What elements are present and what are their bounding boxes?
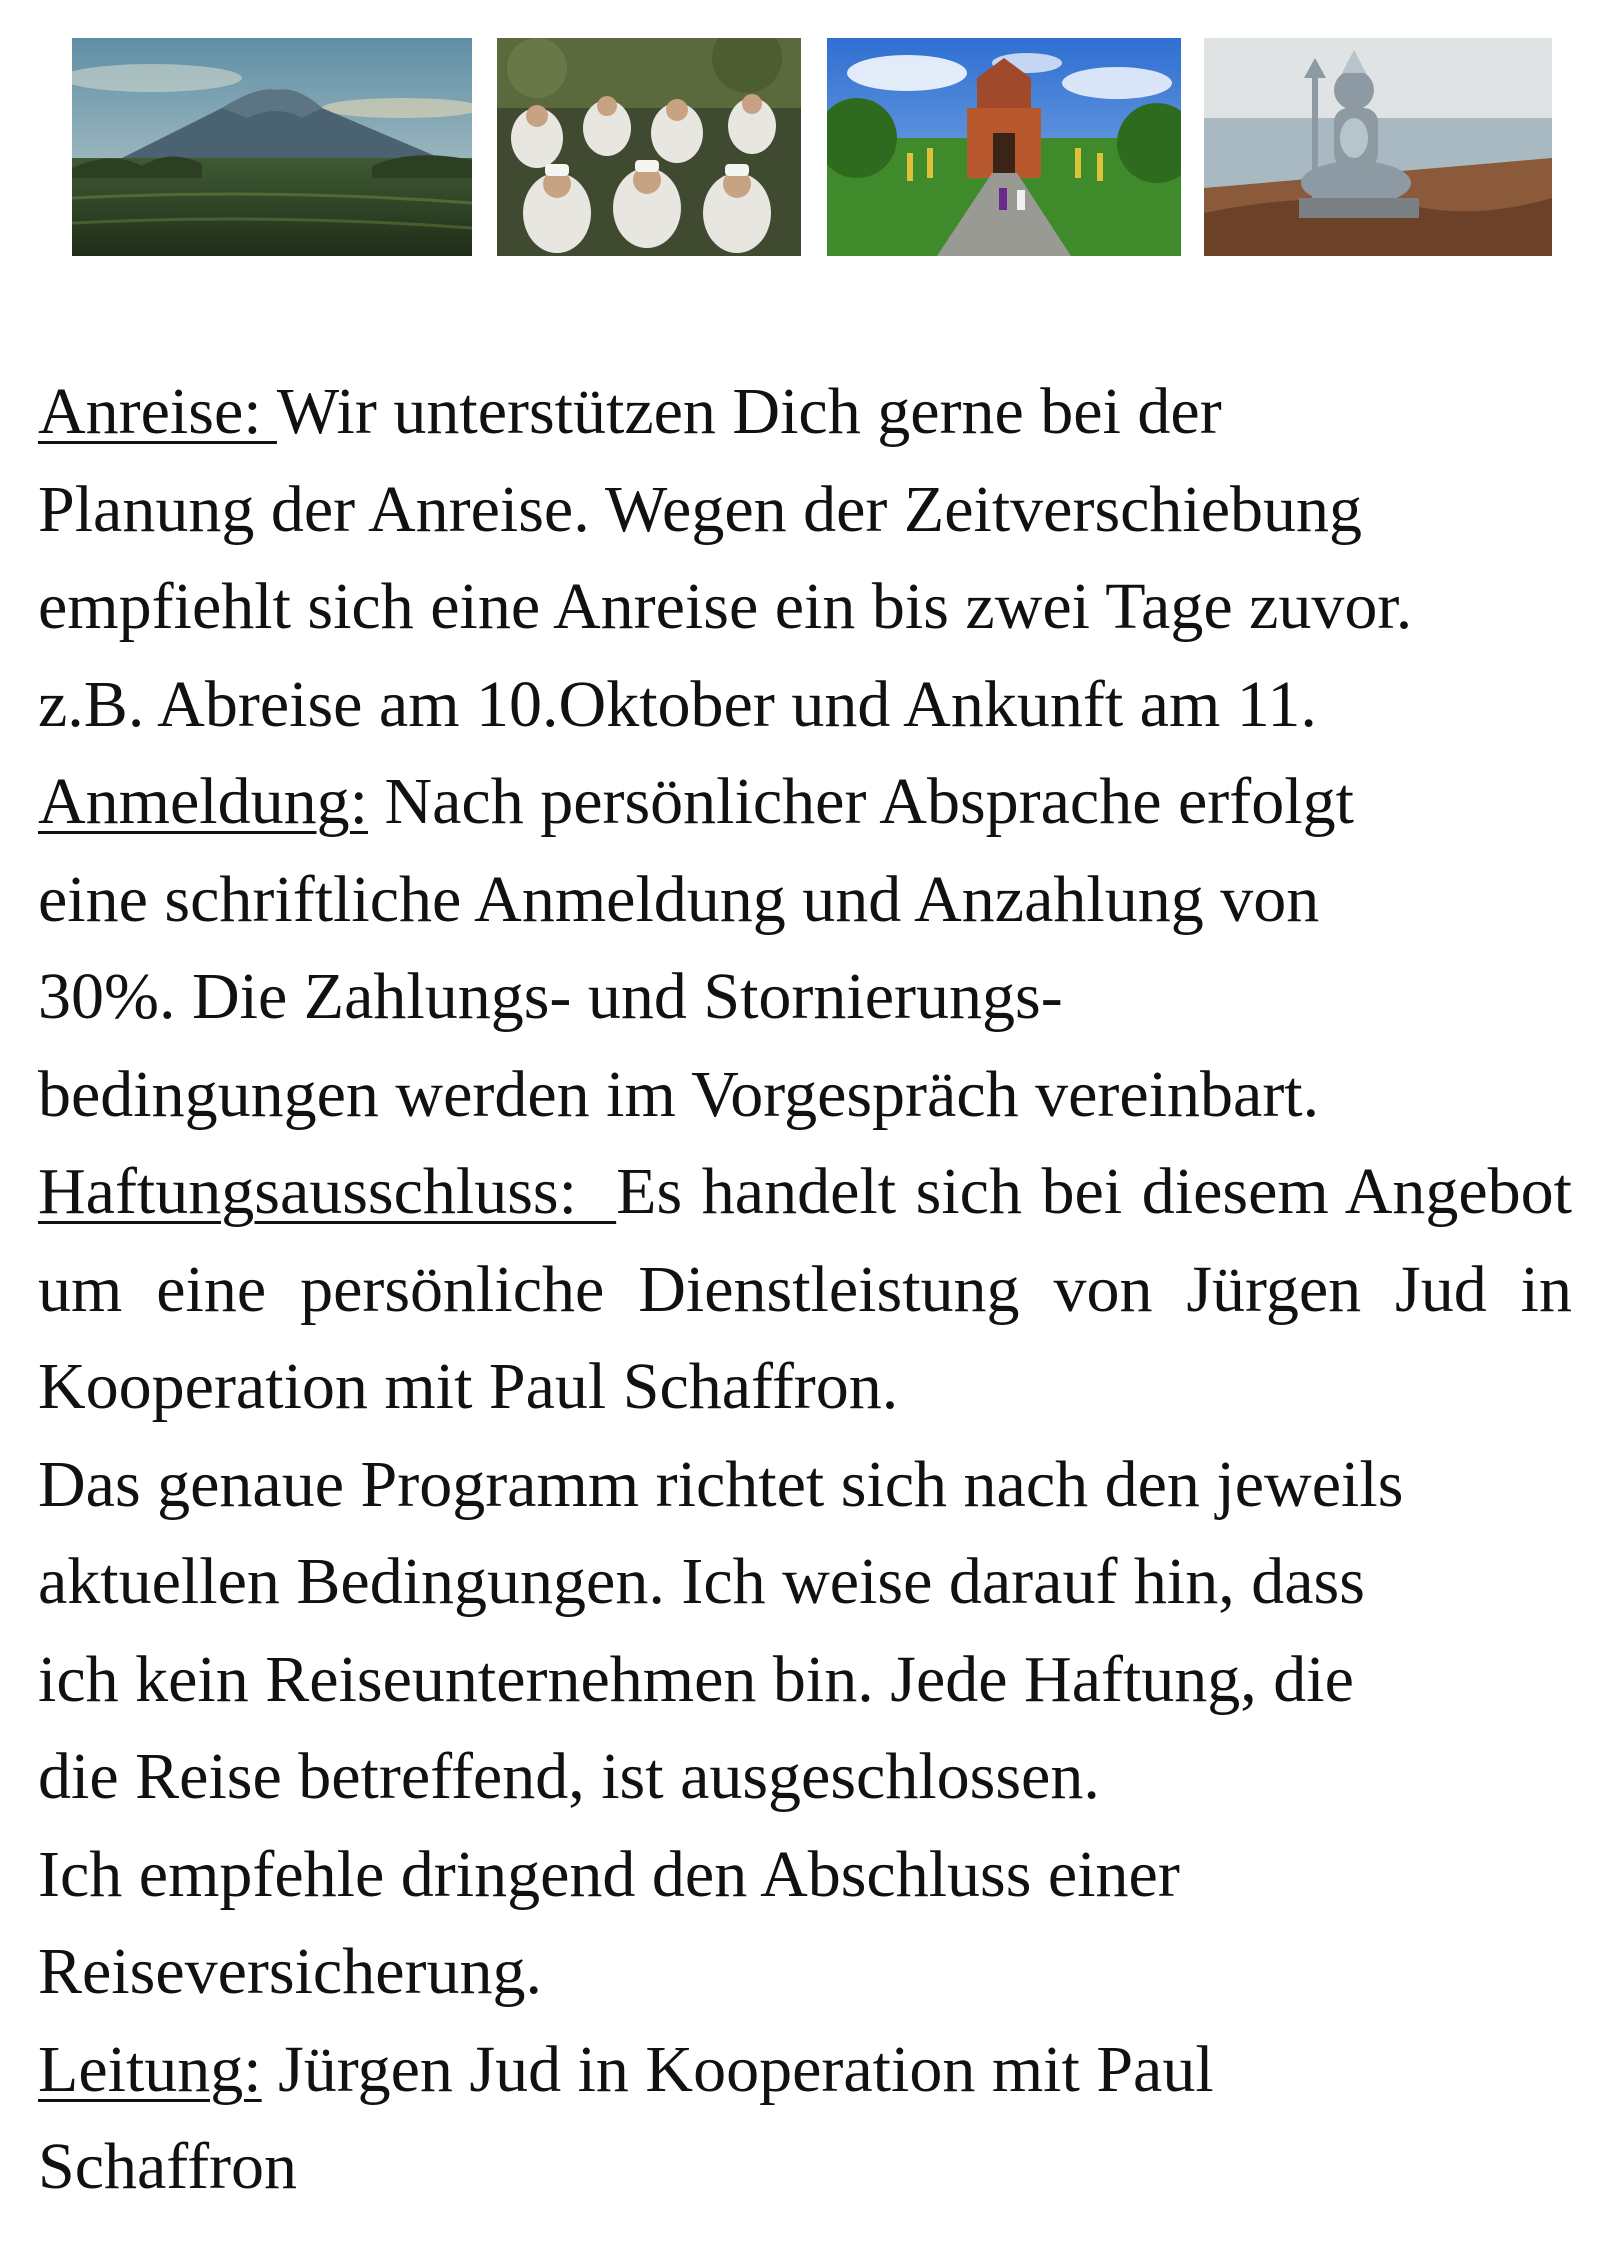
leitung-label: Leitung: [38, 2032, 262, 2106]
haftung-line-8: die Reise betreffend, ist ausgeschlossen. [38, 1740, 1100, 1813]
haftung-line-5: Das genaue Programm richtet sich nach den jeweils [38, 1447, 1404, 1521]
anreise-label: Anreise: [38, 375, 277, 448]
haftung-line-9: Ich empfehle dringend den Abschluss einer [38, 1837, 1180, 1911]
haftung-line-7: ich kein Reiseunternehmen bin. Jede Haftung, die [38, 1642, 1354, 1716]
anmeldung-paragraph [38, 753, 1572, 1143]
anreise-line-3: empfiehlt sich eine Anreise ein bis zwei Tage zuvor. [38, 570, 1413, 643]
prayer-ceremony-photo [497, 38, 801, 256]
anreise-line-1: Wir unterstützen Dich gerne bei der [276, 375, 1222, 448]
info-text-block [38, 363, 1572, 2216]
leitung-line-2: Schaffron [38, 2130, 298, 2203]
haftung-paragraph-continued [38, 1436, 1572, 2021]
anmeldung-line-1: Nach persönlicher Absprache erfolgt [367, 765, 1354, 838]
anmeldung-line-2: eine schriftliche Anmeldung und Anzahlung von [38, 862, 1320, 936]
temple-gate-photo [827, 38, 1181, 256]
leitung-line-1: Jürgen Jud in Kooperation mit Paul [261, 2032, 1214, 2106]
anreise-paragraph [38, 363, 1572, 753]
shiva-statue-photo [1204, 38, 1552, 256]
anreise-line-2: Planung der Anreise. Wegen der Zeitverschiebung [38, 472, 1363, 546]
haftung-justified-paragraph [38, 1143, 1572, 1436]
haftung-text: Es handelt sich bei diesem Angebot um eine persönliche Dienstleistung von Jürgen Jud in Kooperation mit Paul Schaffron. [38, 1155, 1572, 1423]
anmeldung-line-3: 30%. Die Zahlungs- und Stornierungs- [38, 960, 1063, 1033]
anmeldung-line-4: bedingungen werden im Vorgespräch vereinbart. [38, 1057, 1320, 1131]
haftung-line-10: Reiseversicherung. [38, 1935, 542, 2008]
haftung-label: Haftungsausschluss: [38, 1155, 617, 1228]
haftung-line-6: aktuellen Bedingungen. Ich weise darauf hin, dass [38, 1545, 1365, 1618]
volcano-landscape-photo [72, 38, 472, 256]
anmeldung-label: Anmeldung: [38, 765, 368, 838]
leitung-paragraph [38, 2021, 1572, 2216]
anreise-line-4: z.B. Abreise am 10.Oktober und Ankunft am 11. [38, 667, 1317, 741]
